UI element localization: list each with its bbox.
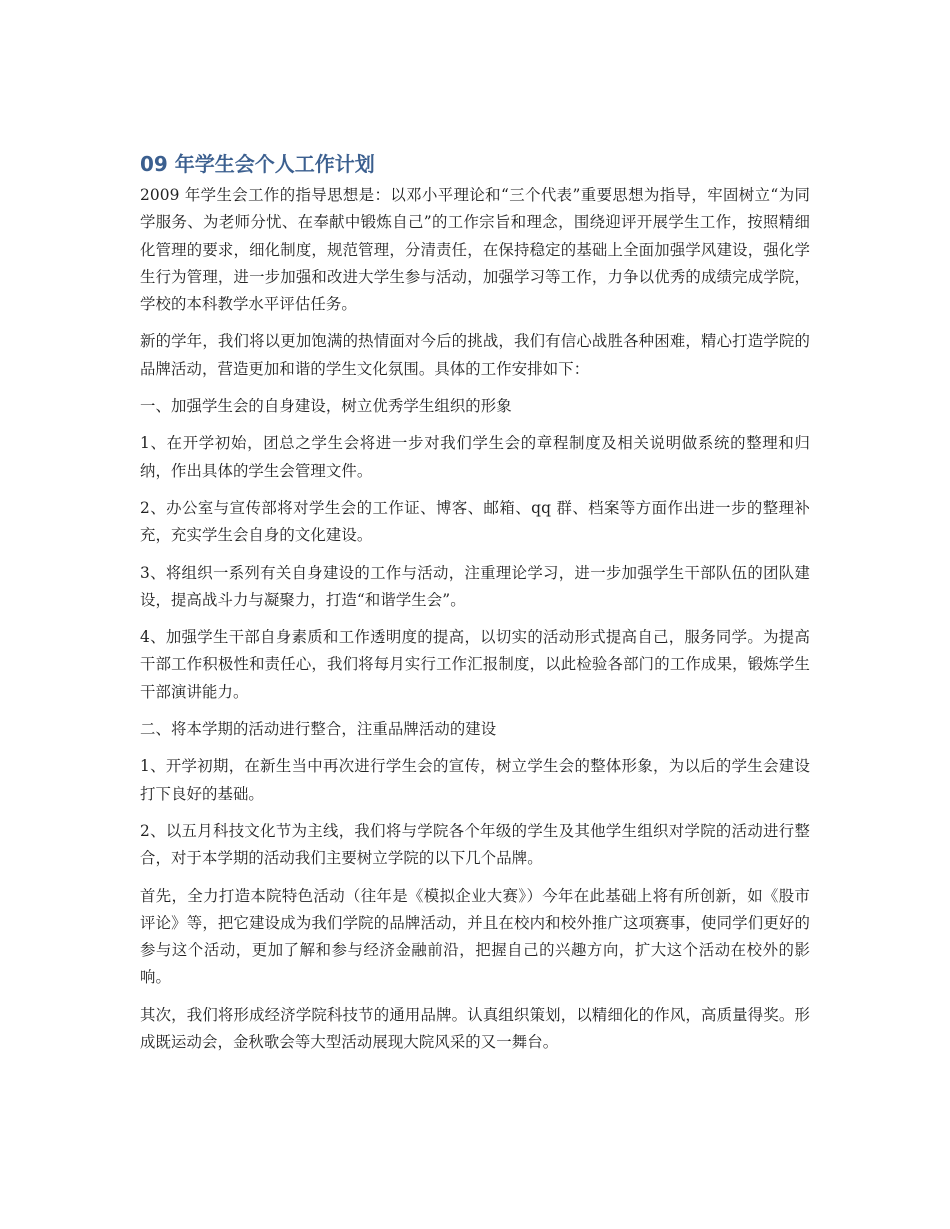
section-heading-2: 二、将本学期的活动进行整合，注重品牌活动的建设 [140,720,497,739]
section-heading-1: 一、加强学生会的自身建设，树立优秀学生组织的形象 [140,397,512,416]
paragraph-first-brand: 首先，全力打造本院特色活动（往年是《模拟企业大赛》）今年在此基础上将有所创新，如《股市评论》等，把它建设成为我们学院的品牌活动，并且在校内和校外推广这项赛事，使同学们更好的参与这个活动，更加了解和参与经济金融前沿，把握自己的兴趣方向，扩大这个活动在校外的影响。 [140,886,810,987]
section-1-item-3: 3、将组织一系列有关自身建设的工作与活动，注重理论学习，进一步加强学生干部队伍的团队建设，提高战斗力与凝聚力，打造“和谐学生会”。 [140,563,810,609]
paragraph-guiding-ideology: 2009 年学生会工作的指导思想是：以邓小平理论和“三个代表”重要思想为指导，牢固树立“为同学服务、为老师分忧、在奉献中锻炼自己”的工作宗旨和理念，围绕迎评开展学生工作，按照精细化管理的要求，细化制度，规范管理，分清责任，在保持稳定的基础上全面加强学风建设，强化学生行为管理，进一步加强和改进大学生参与活动，加强学习等工作，力争以优秀的成绩完成学院，学校的本科教学水平评估任务。 [140,186,810,314]
document-title: 09 年学生会个人工作计划 [140,152,375,176]
section-2-item-1: 1、开学初期，在新生当中再次进行学生会的宣传，树立学生会的整体形象，为以后的学生会建设打下良好的基础。 [140,757,810,803]
paragraph-new-year-intro: 新的学年，我们将以更加饱满的热情面对今后的挑战，我们有信心战胜各种困难，精心打造学院的品牌活动，营造更加和谐的学生文化氛围。具体的工作安排如下： [140,332,810,378]
document-page [140,150,810,1066]
paragraph-second-brand: 其次，我们将形成经济学院科技节的通用品牌。认真组织策划，以精细化的作风，高质量得奖。形成既运动会，金秋歌会等大型活动展现大院风采的又一舞台。 [140,1005,810,1052]
section-1-item-1: 1、在开学初始，团总之学生会将进一步对我们学生会的章程制度及相关说明做系统的整理和归纳，作出具体的学生会管理文件。 [140,434,810,480]
section-1-item-4: 4、加强学生干部自身素质和工作透明度的提高，以切实的活动形式提高自己，服务同学。为提高干部工作积极性和责任心，我们将每月实行工作汇报制度，以此检验各部门的工作成果，锻炼学生干部演讲能力。 [140,628,810,701]
section-2-item-2: 2、以五月科技文化节为主线，我们将与学院各个年级的学生及其他学生组织对学院的活动进行整合，对于本学期的活动我们主要树立学院的以下几个品牌。 [140,821,810,868]
section-1-item-2: 2、办公室与宣传部将对学生会的工作证、博客、邮箱、qq 群、档案等方面作出进一步的整理补充，充实学生会自身的文化建设。 [140,498,810,545]
